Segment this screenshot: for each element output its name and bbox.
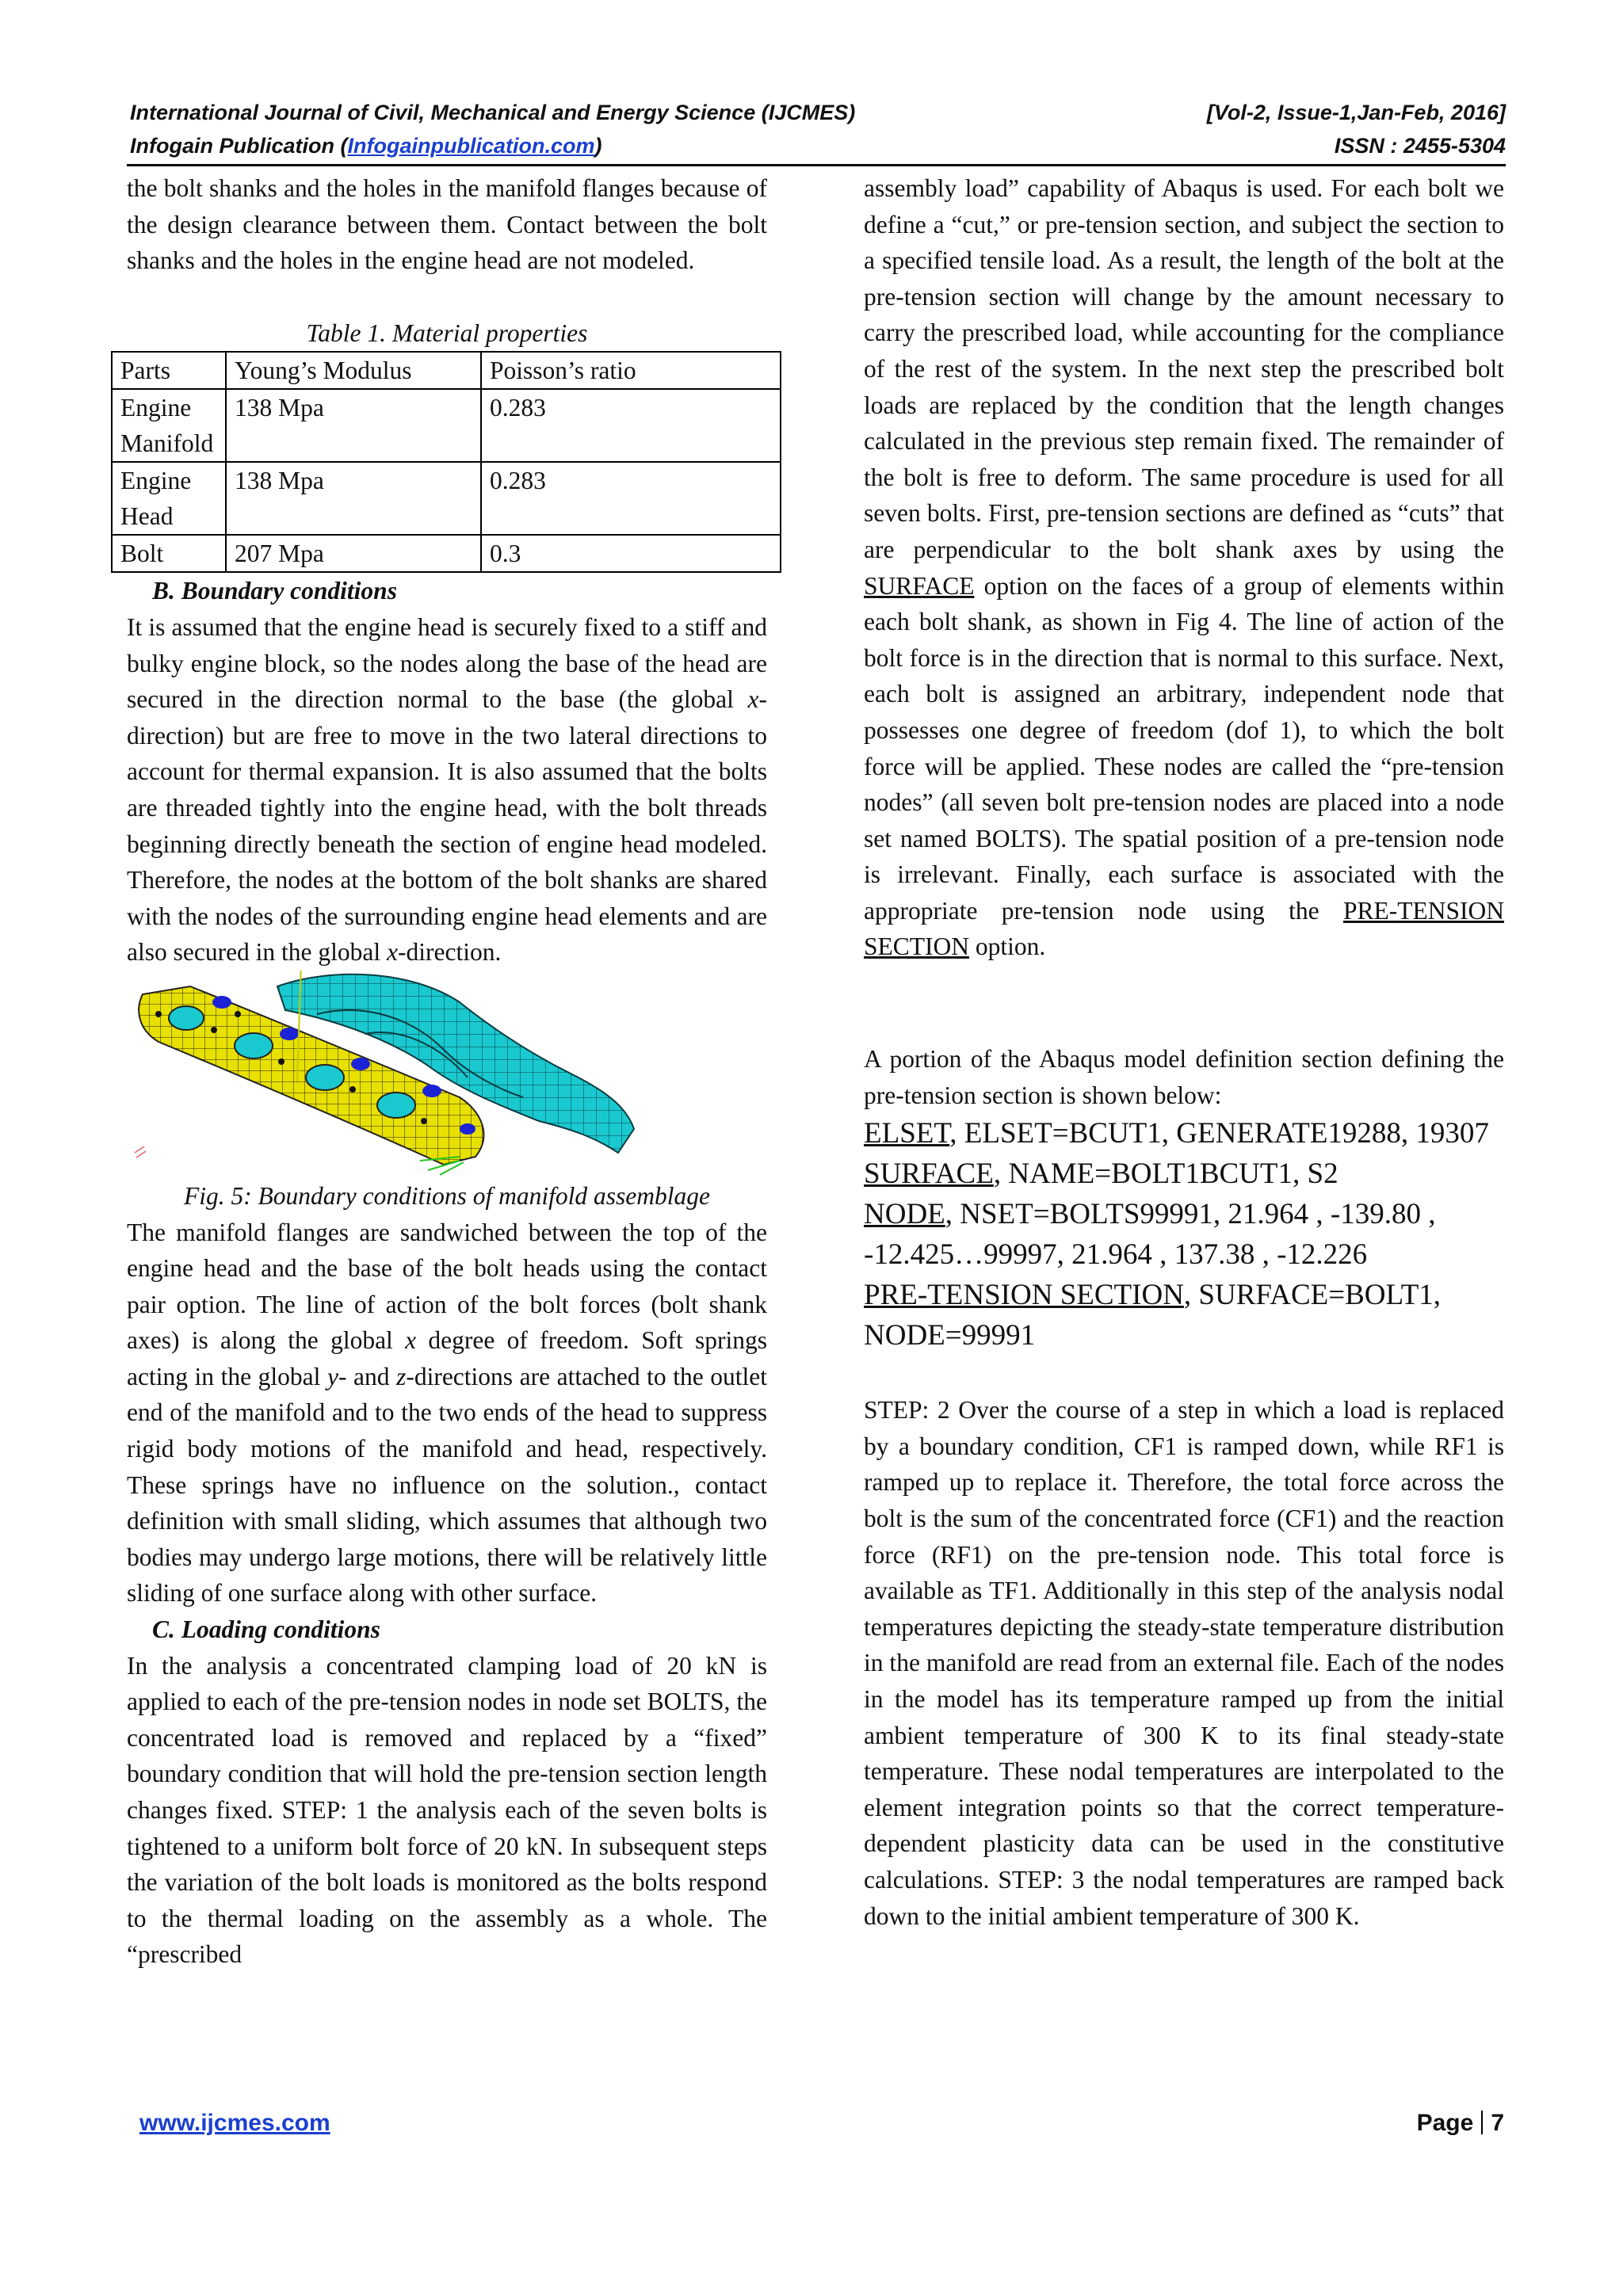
manifold-mesh-illustration xyxy=(127,971,767,1178)
bolt-head xyxy=(212,996,231,1009)
volume-info: [Vol-2, Issue-1,Jan-Feb, 2016] xyxy=(1206,101,1506,124)
manifold-figure xyxy=(127,971,767,1178)
table-cell: 0.283 xyxy=(481,389,781,462)
issn: ISSN : 2455-5304 xyxy=(1334,134,1506,158)
code-line: SURFACE, NAME=BOLT1BCUT1, S2 xyxy=(864,1158,1338,1191)
loading-paragraph: In the analysis a concentrated clamping load of 20 kN is applied to each of the pre-tension nodes in node set BOLTS, the concentrated load is removed and replaced by a “fixed” boundary condition that will hold the pre-tension section length changes fixed. STEP: 1 the analysis each of the seven bolts is tightened to a uniform bolt force of 20 kN. In subsequent steps the variation of the bolt loads is monitored as the bolts respond to the thermal loading on the assembly as a whole. The “prescribed xyxy=(127,1651,767,1969)
boundary-paragraph: It is assumed that the engine head is securely fixed to a stiff and bulky engine block, so the nodes along the base of the head are secured in the direction normal to the base (the global x-direction) but are free to move in the two lateral directions to account for thermal expansion. It is also assumed that the bolts are threaded tightly into the engine head, with the bolt threads beginning directly beneath the section of engine head modeled. Therefore, the nodes at the bottom of the bolt shanks are shared with the nodes of the surrounding engine head elements and are also secured in the global x-direction. xyxy=(127,612,767,967)
figure-paragraph: The manifold flanges are sandwiched between the top of the engine head and the base of the bolt heads using the contact pair option. The line of action of the bolt forces (bolt shank axes) is along the global x degree of freedom. Soft springs acting in the global y- and z-directions are attached to the outlet end of the manifold and to the two ends of the head to suppress rigid body motions of the manifold and head, respectively. These springs have no influence on the solution., contact definition with small sliding, which assumes that although two bodies may undergo large motions, there will be relatively little sliding of one surface along with other surface. xyxy=(127,1218,768,1608)
table-cell: 0.3 xyxy=(481,535,781,572)
table-row xyxy=(112,389,781,462)
step-paragraph: STEP: 2 Over the course of a step in which a load is replaced by a boundary condition, CF1 is ramped down, while RF1 is ramped up to replace it. Therefore, the total force across the bolt is the sum of the concentrated force (CF1) and the reaction force (RF1) on the pre-tension node. This total force is available as TF1. Additionally in this step of the analysis nodal temperatures depicting the steady-state temperature distribution in the manifold are read from an external file. Each of the nodes in the model has its temperature ramped up from the initial ambient temperature of 300 K to its final steady-state temperature. These nodal temperatures are interpolated to the element integration points so that the correct temperature-dependent plasticity data can be used in the constitutive calculations. STEP: 3 the nodal temperatures are ramped back down to the initial ambient temperature of 300 K. xyxy=(864,1396,1504,1930)
table-caption: Table 1. Material properties xyxy=(306,318,588,347)
bolt-head xyxy=(351,1058,370,1070)
header-rule xyxy=(127,164,1506,166)
model-definition-intro: A portion of the Abaqus model definition section defining the pre-tension section is shown below: xyxy=(864,1045,1504,1109)
port-hole xyxy=(169,1006,204,1030)
table-header: Young’s Modulus xyxy=(226,352,481,389)
table-row xyxy=(112,535,781,572)
table-cell: 0.283 xyxy=(481,462,781,535)
table-header: Poisson’s ratio xyxy=(481,352,781,389)
section-heading-boundary: B. Boundary conditions xyxy=(152,577,397,605)
table-cell: 138 Mpa xyxy=(226,389,481,462)
code-line: NODE, NSET=BOLTS99991, 21.964 , -139.80 , -12.425…99997, 21.964 , 137.38 , -12.226 xyxy=(864,1198,1436,1272)
table-cell: 207 Mpa xyxy=(226,535,481,572)
table-cell: Bolt xyxy=(112,535,226,572)
code-line: ELSET, ELSET=BCUT1, GENERATE19288, 19307 xyxy=(864,1117,1489,1150)
section-heading-loading: C. Loading conditions xyxy=(152,1615,380,1644)
table-header-row xyxy=(112,352,781,389)
pretension-paragraph: assembly load” capability of Abaqus is used. For each bolt we define a “cut,” or pre-tension section, and subject the section to a specified tensile load. As a result, the length of the bolt at the pre-tension section will change by the amount necessary to carry the prescribed load, while accounting for the compliance of the rest of the system. In the next step the prescribed bolt loads are replaced by the condition that the length changes calculated in the previous step remain fixed. The remainder of the bolt is free to deform. The same procedure is used for all seven bolts. First, pre-tension sections are defined as “cuts” that are perpendicular to the bolt shank axes by using the SURFACE option on the faces of a group of elements within each bolt shank, as shown in Fig 4. The line of action of the bolt force is in the direction that is normal to this surface. Next, each bolt is assigned an arbitrary, independent node that possesses one degree of freedom (dof 1), to which the bolt force will be applied. These nodes are called the “pre-tension nodes” (all seven bolt pre-tension nodes are placed into a node set named BOLTS). The spatial position of a pre-tension node is irrelevant. Finally, each surface is associated with the appropriate pre-tension node using the PRE-TENSION SECTION option. xyxy=(864,174,1504,961)
figure-caption: Fig. 5: Boundary conditions of manifold assemblage xyxy=(183,1181,711,1210)
publisher-link[interactable]: Infogainpublication.com xyxy=(347,134,595,158)
material-table xyxy=(111,351,781,573)
right-column xyxy=(864,170,1504,1934)
journal-title: International Journal of Civil, Mechanical and Energy Science (IJCMES) xyxy=(130,101,856,124)
publisher-prefix: Infogain Publication ( xyxy=(130,134,348,158)
coordinate-triad xyxy=(135,1146,146,1158)
publisher-header xyxy=(130,132,1506,160)
port-hole xyxy=(306,1065,344,1090)
website-link[interactable]: www.ijcmes.com xyxy=(139,2110,330,2136)
port-hole xyxy=(377,1093,415,1118)
intro-paragraph: the bolt shanks and the holes in the manifold flanges because of the design clearance between them. Contact between the bolt shanks and the holes in the engine head are not modeled. xyxy=(127,174,767,275)
table-cell: 138 Mpa xyxy=(226,462,481,535)
page-footer xyxy=(139,2107,1504,2139)
publisher-suffix: ) xyxy=(594,134,602,158)
table-row xyxy=(112,462,781,535)
table-cell: Engine Head xyxy=(112,462,226,535)
journal-header xyxy=(130,98,1506,127)
code-line: PRE-TENSION SECTION, SURFACE=BOLT1, NODE=99991 xyxy=(864,1279,1442,1352)
table-header: Parts xyxy=(112,352,226,389)
bolt-head xyxy=(460,1123,475,1135)
table-cell: Engine Manifold xyxy=(112,389,226,462)
page-number-block: Page 7 xyxy=(1416,2110,1504,2136)
page-number: 7 xyxy=(1491,2110,1504,2136)
abaqus-code-block xyxy=(864,1113,1504,1356)
port-hole xyxy=(235,1033,273,1058)
left-column xyxy=(120,170,768,1973)
bolt-head xyxy=(280,1028,299,1040)
bolt-head xyxy=(422,1085,441,1097)
